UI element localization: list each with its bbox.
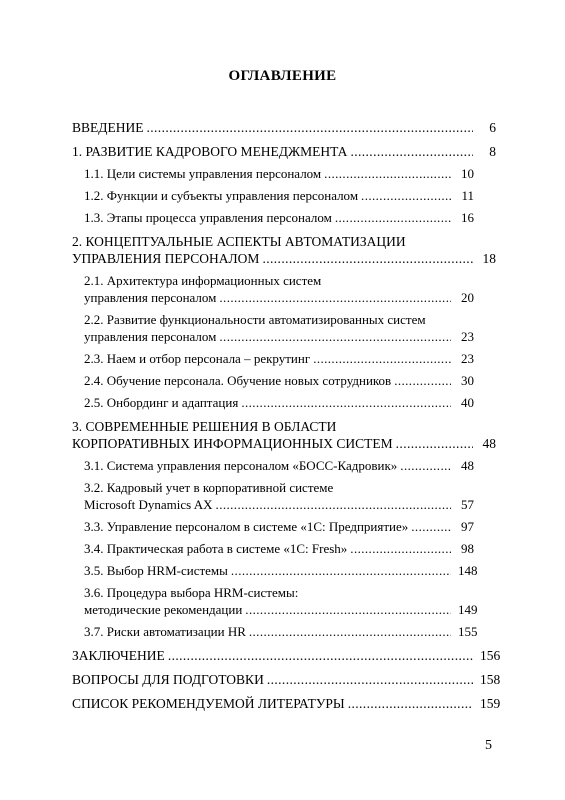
toc-chapter-entry[interactable] (72, 119, 496, 136)
toc-page-number: 30 (461, 373, 474, 388)
toc-page-number: 40 (461, 395, 474, 410)
dot-leader (324, 165, 451, 182)
toc-page-number: 149 (458, 602, 478, 617)
toc-page-number: 48 (461, 458, 474, 473)
toc-entry-label: управления персоналом (84, 290, 217, 305)
toc-entry-label: 3.5. Выбор HRM-системы (84, 563, 228, 578)
toc-page-number: 8 (489, 144, 496, 159)
toc-page-number: 20 (461, 290, 474, 305)
toc-page-number: 148 (458, 563, 478, 578)
dot-leader (361, 187, 451, 204)
toc-section-entry[interactable] (72, 623, 496, 640)
toc-section-entry[interactable] (72, 209, 496, 226)
toc-entry-label: КОРПОРАТИВНЫХ ИНФОРМАЦИОННЫХ СИСТЕМ (72, 436, 393, 451)
toc-section-entry[interactable] (72, 562, 496, 579)
dot-leader (396, 435, 473, 452)
toc-entry-label: Microsoft Dynamics AX (84, 497, 213, 512)
toc-chapter-entry[interactable] (72, 695, 501, 712)
toc-entry-label: ЗАКЛЮЧЕНИЕ (72, 648, 165, 663)
toc-chapter-entry[interactable] (72, 671, 501, 688)
toc-chapter-entry[interactable] (72, 418, 496, 452)
dot-leader (249, 623, 451, 640)
dot-leader (313, 350, 451, 367)
toc-entry-label: методические рекомендации (84, 602, 243, 617)
toc-section-entry[interactable] (72, 584, 496, 618)
dot-leader (400, 457, 451, 474)
toc-page-number: 11 (461, 188, 474, 203)
toc-page-number: 159 (480, 696, 501, 711)
toc-chapter-entry[interactable] (72, 647, 501, 664)
toc-page-number: 156 (480, 648, 501, 663)
toc-page-number: 97 (461, 519, 474, 534)
toc-page-number: 16 (461, 210, 474, 225)
dot-leader (267, 671, 473, 688)
toc-entry-label: 1. РАЗВИТИЕ КАДРОВОГО МЕНЕДЖМЕНТА (72, 144, 348, 159)
toc-entry-label: 3.6. Процедура выбора HRM-системы: (84, 585, 299, 600)
toc-page-number: 158 (480, 672, 501, 687)
toc-entry-label: 3.2. Кадровый учет в корпоративной системе (84, 480, 334, 495)
dot-leader (241, 394, 451, 411)
dot-leader (262, 250, 473, 267)
dot-leader (231, 562, 451, 579)
toc-page-number: 6 (489, 120, 496, 135)
dot-leader (411, 518, 451, 535)
table-of-contents (72, 119, 501, 712)
dot-leader (219, 328, 451, 345)
dot-leader (350, 143, 473, 160)
toc-page-number: 57 (461, 497, 474, 512)
toc-section-entry[interactable] (72, 165, 496, 182)
toc-entry-label: ВВЕДЕНИЕ (72, 120, 144, 135)
toc-section-entry[interactable] (72, 272, 496, 306)
dot-leader (219, 289, 451, 306)
toc-entry-label: 1.2. Функции и субъекты управления персоналом (84, 188, 359, 203)
toc-section-entry[interactable] (72, 394, 496, 411)
dot-leader (146, 119, 473, 136)
toc-entry-label: 3. СОВРЕМЕННЫЕ РЕШЕНИЯ В ОБЛАСТИ (72, 419, 337, 434)
toc-entry-label: 2. КОНЦЕПТУАЛЬНЫЕ АСПЕКТЫ АВТОМАТИЗАЦИИ (72, 234, 406, 249)
toc-entry-label: СПИСОК РЕКОМЕНДУЕМОЙ ЛИТЕРАТУРЫ (72, 696, 345, 711)
toc-entry-label: 2.1. Архитектура информационных систем (84, 273, 322, 288)
toc-entry-label: 3.1. Система управления персоналом «БОСС-Кадровик» (84, 458, 398, 473)
toc-page-number: 18 (482, 251, 496, 266)
toc-entry-label: 2.3. Наем и отбор персонала – рекрутинг (84, 351, 311, 366)
toc-entry-label: 2.5. Онбординг и адаптация (84, 395, 239, 410)
toc-entry-label: 3.7. Риски автоматизации HR (84, 624, 246, 639)
toc-entry-label: 1.3. Этапы процесса управления персоналом (84, 210, 332, 225)
dot-leader (348, 695, 473, 712)
toc-entry-label: 2.4. Обучение персонала. Обучение новых сотрудников (84, 373, 392, 388)
page-title: ОГЛАВЛЕНИЕ (228, 68, 337, 84)
toc-page-number: 23 (461, 351, 474, 366)
dot-leader (350, 540, 451, 557)
toc-section-entry[interactable] (72, 457, 496, 474)
dot-leader (168, 647, 473, 664)
toc-chapter-entry[interactable] (72, 233, 496, 267)
toc-section-entry[interactable] (72, 187, 496, 204)
dot-leader (245, 601, 451, 618)
dot-leader (216, 496, 451, 513)
toc-page-number: 98 (461, 541, 474, 556)
dot-leader (394, 372, 451, 389)
toc-entry-label: 2.2. Развитие функциональности автоматизированных систем (84, 312, 426, 327)
toc-chapter-entry[interactable] (72, 143, 496, 160)
toc-entry-label: управления персоналом (84, 329, 217, 344)
toc-page-number: 48 (482, 436, 496, 451)
toc-page-number: 155 (458, 624, 478, 639)
toc-page-number: 10 (461, 166, 474, 181)
toc-section-entry[interactable] (72, 540, 496, 557)
toc-page-number: 23 (461, 329, 474, 344)
toc-entry-label: 3.3. Управление персоналом в системе «1С: Предприятие» (84, 519, 409, 534)
toc-section-entry[interactable] (72, 479, 496, 513)
dot-leader (335, 209, 451, 226)
toc-entry-label: 3.4. Практическая работа в системе «1С: Fresh» (84, 541, 348, 556)
toc-section-entry[interactable] (72, 311, 496, 345)
toc-entry-label: 1.1. Цели системы управления персоналом (84, 166, 322, 181)
page-number: 5 (485, 738, 492, 753)
toc-section-entry[interactable] (72, 372, 496, 389)
toc-section-entry[interactable] (72, 518, 496, 535)
toc-section-entry[interactable] (72, 350, 496, 367)
toc-entry-label: ВОПРОСЫ ДЛЯ ПОДГОТОВКИ (72, 672, 264, 687)
toc-entry-label: УПРАВЛЕНИЯ ПЕРСОНАЛОМ (72, 251, 260, 266)
